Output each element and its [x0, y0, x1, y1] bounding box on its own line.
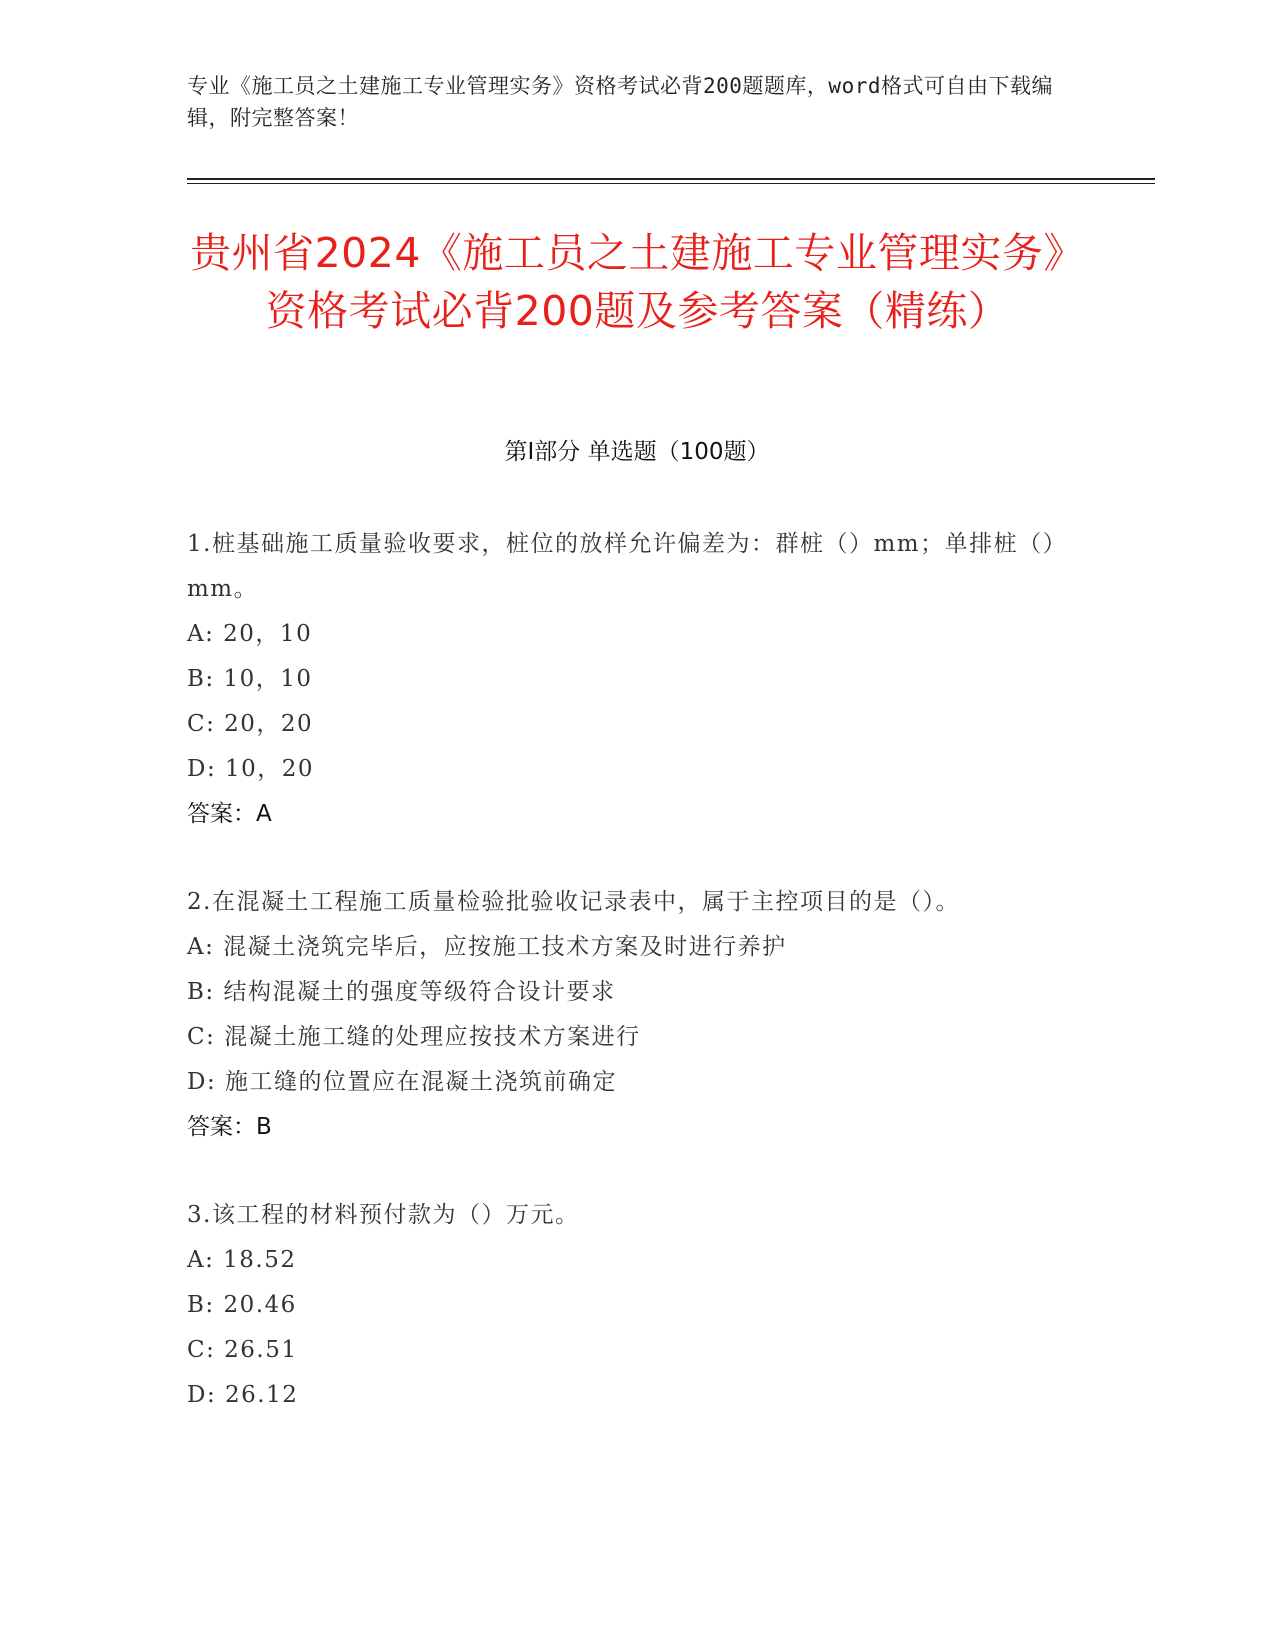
- question-stem: 3.该工程的材料预付款为（）万元。: [187, 1202, 580, 1228]
- option-a: A: 20，10: [187, 621, 313, 647]
- header-divider-thick: [187, 178, 1155, 180]
- option-d: D: 施工缝的位置应在混凝土浇筑前确定: [187, 1069, 618, 1095]
- answer: 答案：A: [187, 801, 272, 827]
- option-c: C: 混凝土施工缝的处理应按技术方案进行: [187, 1024, 641, 1050]
- question-1: [187, 522, 1067, 837]
- section-title: 第Ⅰ部分 单选题（100题）: [504, 439, 770, 465]
- answer: 答案：B: [187, 1114, 272, 1140]
- document-title: 贵州省2024《施工员之土建施工专业管理实务》资格考试必背200题及参考答案（精练）: [190, 229, 1085, 335]
- option-d: D: 26.12: [187, 1382, 299, 1408]
- option-c: C: 26.51: [187, 1337, 298, 1363]
- option-b: B: 结构混凝土的强度等级符合设计要求: [187, 979, 616, 1005]
- question-list: [187, 522, 1067, 1461]
- option-a: A: 18.52: [187, 1247, 297, 1273]
- header-divider-thin: [187, 183, 1155, 184]
- option-c: C: 20，20: [187, 711, 314, 737]
- option-b: B: 10，10: [187, 666, 313, 692]
- question-2: [187, 880, 1067, 1150]
- question-stem: 1.桩基础施工质量验收要求，桩位的放样允许偏差为：群桩（）mm；单排桩（）mm。: [187, 531, 1056, 602]
- option-b: B: 20.46: [187, 1292, 297, 1318]
- option-a: A: 混凝土浇筑完毕后，应按施工技术方案及时进行养护: [187, 934, 787, 960]
- question-3: [187, 1193, 1067, 1418]
- question-stem: 2.在混凝土工程施工质量检验批验收记录表中，属于主控项目的是（）。: [187, 889, 960, 915]
- header-note: 专业《施工员之土建施工专业管理实务》资格考试必背200题题库，word格式可自由下载编辑，附完整答案！: [187, 74, 1053, 130]
- option-d: D: 10，20: [187, 756, 315, 782]
